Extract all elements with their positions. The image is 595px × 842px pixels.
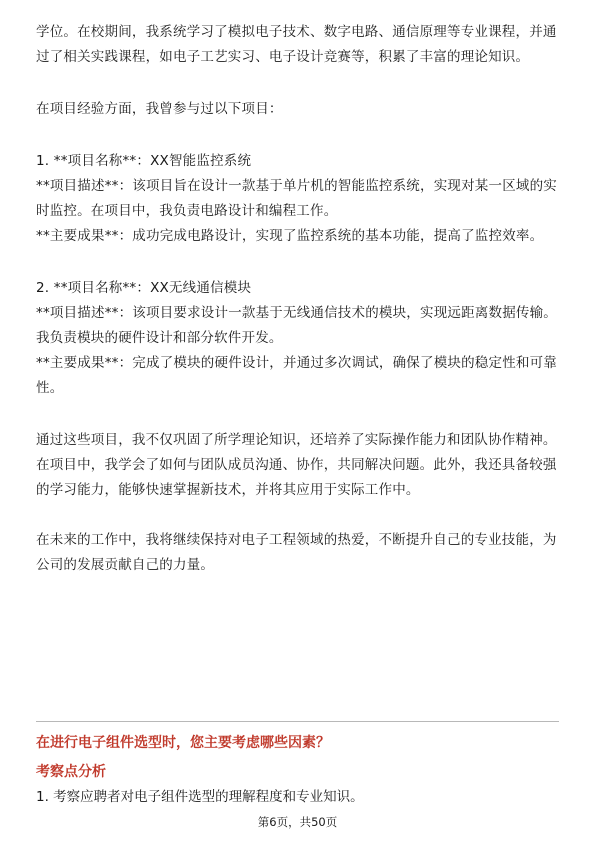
- paragraph-projects-intro: 在项目经验方面，我曾参与过以下项目：: [36, 101, 283, 117]
- project-2-result: **主要成果**：完成了模块的硬件设计，并通过多次调试，确保了模块的稳定性和可靠性。: [36, 355, 557, 396]
- paragraph-future: 在未来的工作中，我将继续保持对电子工程领域的热爱，不断提升自己的专业技能，为公司的发展贡献自己的力量。: [36, 532, 557, 573]
- project-1-name: 1. **项目名称**：XX智能监控系统: [36, 153, 252, 169]
- section-divider: [36, 721, 559, 722]
- analysis-item: 1. 考察应聘者对电子组件选型的理解程度和专业知识。: [36, 789, 364, 805]
- paragraph-education: 学位。在校期间，我系统学习了模拟电子技术、数字电路、通信原理等专业课程，并通过了相关实践课程，如电子工艺实习、电子设计竞赛等，积累了丰富的理论知识。: [36, 24, 557, 65]
- paragraph-summary: 通过这些项目，我不仅巩固了所学理论知识，还培养了实际操作能力和团队协作精神。在项目中，我学会了如何与团队成员沟通、协作，共同解决问题。此外，我还具备较强的学习能力，能够快速掌握新技术，并将其应用于实际工作中。: [36, 432, 557, 498]
- project-2-name: 2. **项目名称**：XX无线通信模块: [36, 280, 252, 296]
- page-number: 第6页，共50页: [257, 815, 338, 829]
- project-2-description: **项目描述**：该项目要求设计一款基于无线通信技术的模块，实现远距离数据传输。我负责模块的硬件设计和部分软件开发。: [36, 305, 557, 346]
- project-1-result: **主要成果**：成功完成电路设计，实现了监控系统的基本功能，提高了监控效率。: [36, 228, 544, 244]
- analysis-heading: 考察点分析: [36, 764, 106, 780]
- project-1-description: **项目描述**：该项目旨在设计一款基于单片机的智能监控系统，实现对某一区域的实时监控。在项目中，我负责电路设计和编程工作。: [36, 178, 557, 219]
- question-heading: 在进行电子组件选型时，您主要考虑哪些因素？: [36, 735, 330, 751]
- answer-body: [36, 20, 561, 578]
